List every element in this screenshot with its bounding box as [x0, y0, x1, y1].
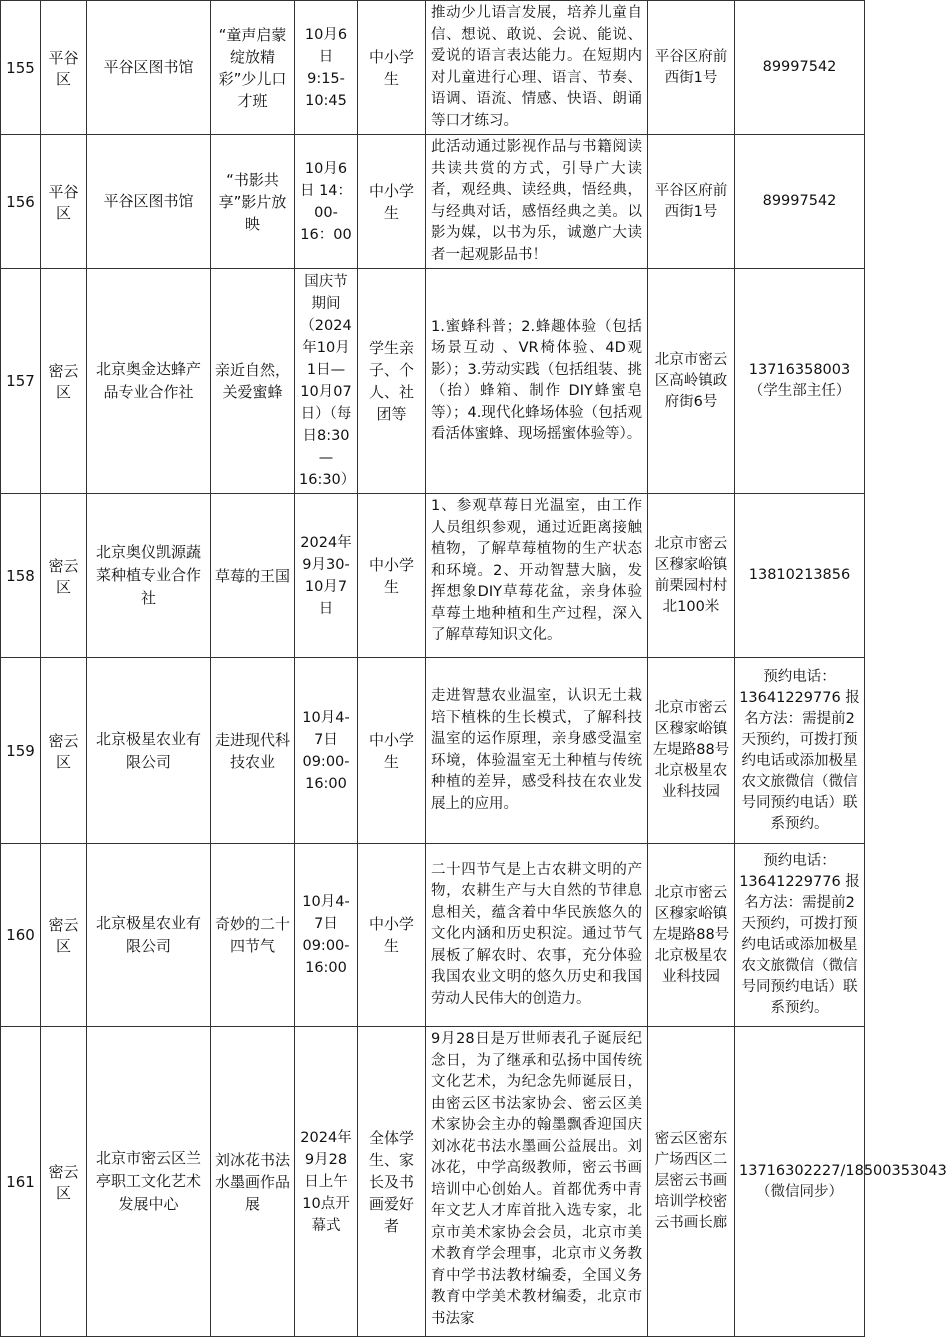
organizer-cell: 平谷区图书馆	[87, 1, 211, 135]
time-cell: 10月4-7日 09:00-16:00	[295, 844, 358, 1027]
address-cell: 北京市密云区穆家峪镇左堤路88号北京极星农业科技园	[648, 658, 735, 844]
row-number: 155	[1, 1, 41, 135]
contact-cell: 13716358003（学生部主任）	[735, 269, 865, 494]
contact-cell: 13716302227/18500353043（微信同步）	[735, 1027, 865, 1337]
description-cell: 1、参观草莓日光温室，由工作人员组织参观，通过近距离接触植物，了解草莓植物的生产状态和环境。2、开动智慧大脑，发挥想象DIY草莓花盆，亲身体验草莓土地种植和生产过程，深入了解草莓知识文化。	[426, 494, 648, 658]
organizer-cell: 北京极星农业有限公司	[87, 844, 211, 1027]
row-number: 158	[1, 494, 41, 658]
district-cell: 密云区	[41, 658, 87, 844]
activity-name-cell: 走进现代科技农业	[211, 658, 295, 844]
district-cell: 密云区	[41, 1027, 87, 1337]
organizer-cell: 平谷区图书馆	[87, 135, 211, 269]
contact-cell: 预约电话：13641229776 报名方法：需提前2天预约，可拨打预约电话或添加极星农文旅微信（微信号同预约电话）联系预约。	[735, 658, 865, 844]
row-number: 156	[1, 135, 41, 269]
address-cell: 北京市密云区穆家峪镇前栗园村村北100米	[648, 494, 735, 658]
description-cell: 二十四节气是上古农耕文明的产物，农耕生产与大自然的节律息息相关，蕴含着中华民族悠久的文化内涵和历史积淀。通过节气展板了解农时、农事，充分体验我国农业文明的悠久历史和我国劳动人民伟大的创造力。	[426, 844, 648, 1027]
audience-cell: 全体学生、家长及书画爱好者	[358, 1027, 426, 1337]
description-cell: 9月28日是万世师表孔子诞辰纪念日，为了继承和弘扬中国传统文化艺术，为纪念先师诞辰日，由密云区书法家协会、密云区美术家协会主办的翰墨飘香迎国庆刘冰花书法水墨画公益展出。刘冰花，中学高级教师，密云书画培训中心创始人。首都优秀中青年文艺人才库首批入选专家，北京市美术家协会会员，北京市美术教育学会理事，北京市义务教育中学书法教材编委，全国义务教育中学美术教材编委，北京市书法家	[426, 1027, 648, 1337]
table-row	[1, 658, 865, 844]
contact-cell: 89997542	[735, 1, 865, 135]
district-cell: 密云区	[41, 269, 87, 494]
description-cell: 走进智慧农业温室，认识无土栽培下植株的生长模式，了解科技温室的运作原理，亲身感受温室环境，体验温室无土种植与传统种植的差异，感受科技在农业发展上的应用。	[426, 658, 648, 844]
row-number: 161	[1, 1027, 41, 1337]
contact-cell: 预约电话：13641229776 报名方法：需提前2天预约，可拨打预约电话或添加极星农文旅微信（微信号同预约电话）联系预约。	[735, 844, 865, 1027]
time-cell: 10月6日 9:15-10:45	[295, 1, 358, 135]
activity-name-cell: 草莓的王国	[211, 494, 295, 658]
organizer-cell: 北京市密云区兰亭职工文化艺术发展中心	[87, 1027, 211, 1337]
district-cell: 密云区	[41, 844, 87, 1027]
row-number: 160	[1, 844, 41, 1027]
address-cell: 北京市密云区穆家峪镇左堤路88号北京极星农业科技园	[648, 844, 735, 1027]
address-cell: 平谷区府前西街1号	[648, 1, 735, 135]
audience-cell: 学生亲子、个人、社团等	[358, 269, 426, 494]
district-cell: 平谷区	[41, 135, 87, 269]
table-row	[1, 135, 865, 269]
table-row	[1, 844, 865, 1027]
organizer-cell: 北京奥金达蜂产品专业合作社	[87, 269, 211, 494]
district-cell: 平谷区	[41, 1, 87, 135]
row-number: 157	[1, 269, 41, 494]
time-cell: 2024年9月28日上午10点开幕式	[295, 1027, 358, 1337]
description-cell: 1.蜜蜂科普；2.蜂趣体验（包括场景互动 、VR椅体验、4D观影）；3.劳动实践（包括组装、挑（抬）蜂箱、制作 DIY蜂蜜皂等）；4.现代化蜂场体验（包括观看活体蜜蜂、现场摇蜜体验等）。	[426, 269, 648, 494]
activity-name-cell: 亲近自然，关爱蜜蜂	[211, 269, 295, 494]
contact-cell: 89997542	[735, 135, 865, 269]
row-number: 159	[1, 658, 41, 844]
address-cell: 密云区密东广场西区二层密云书画培训学校密云书画长廊	[648, 1027, 735, 1337]
time-cell: 国庆节期间（2024年10月1日—10月07日）（每日8:30—16:30）	[295, 269, 358, 494]
table-row	[1, 494, 865, 658]
organizer-cell: 北京极星农业有限公司	[87, 658, 211, 844]
audience-cell: 中小学生	[358, 844, 426, 1027]
district-cell: 密云区	[41, 494, 87, 658]
description-cell: 推动少儿语言发展，培养儿童自信、想说、敢说、会说、能说、爱说的语言表达能力。在短期内对儿童进行心理、语言、节奏、语调、语流、情感、快语、朗诵等口才练习。	[426, 1, 648, 135]
description-cell: 此活动通过影视作品与书籍阅读共读共赏的方式，引导广大读者，观经典、读经典，悟经典，与经典对话，感悟经典之美。以影为媒，以书为乐，诚邀广大读者一起观影品书！	[426, 135, 648, 269]
audience-cell: 中小学生	[358, 658, 426, 844]
activity-name-cell: 奇妙的二十四节气	[211, 844, 295, 1027]
activity-name-cell: 刘冰花书法水墨画作品展	[211, 1027, 295, 1337]
table-row	[1, 269, 865, 494]
address-cell: 平谷区府前西街1号	[648, 135, 735, 269]
activity-name-cell: “童声启蒙 绽放精彩”少儿口才班	[211, 1, 295, 135]
table-row	[1, 1, 865, 135]
audience-cell: 中小学生	[358, 1, 426, 135]
time-cell: 2024年9月30-10月7日	[295, 494, 358, 658]
time-cell: 10月6日 14：00-16：00	[295, 135, 358, 269]
address-cell: 北京市密云区高岭镇政府街6号	[648, 269, 735, 494]
activity-name-cell: “书影共享”影片放映	[211, 135, 295, 269]
audience-cell: 中小学生	[358, 494, 426, 658]
table-row	[1, 1027, 865, 1337]
audience-cell: 中小学生	[358, 135, 426, 269]
organizer-cell: 北京奥仪凯源蔬菜种植专业合作社	[87, 494, 211, 658]
time-cell: 10月4-7日 09:00-16:00	[295, 658, 358, 844]
contact-cell: 13810213856	[735, 494, 865, 658]
